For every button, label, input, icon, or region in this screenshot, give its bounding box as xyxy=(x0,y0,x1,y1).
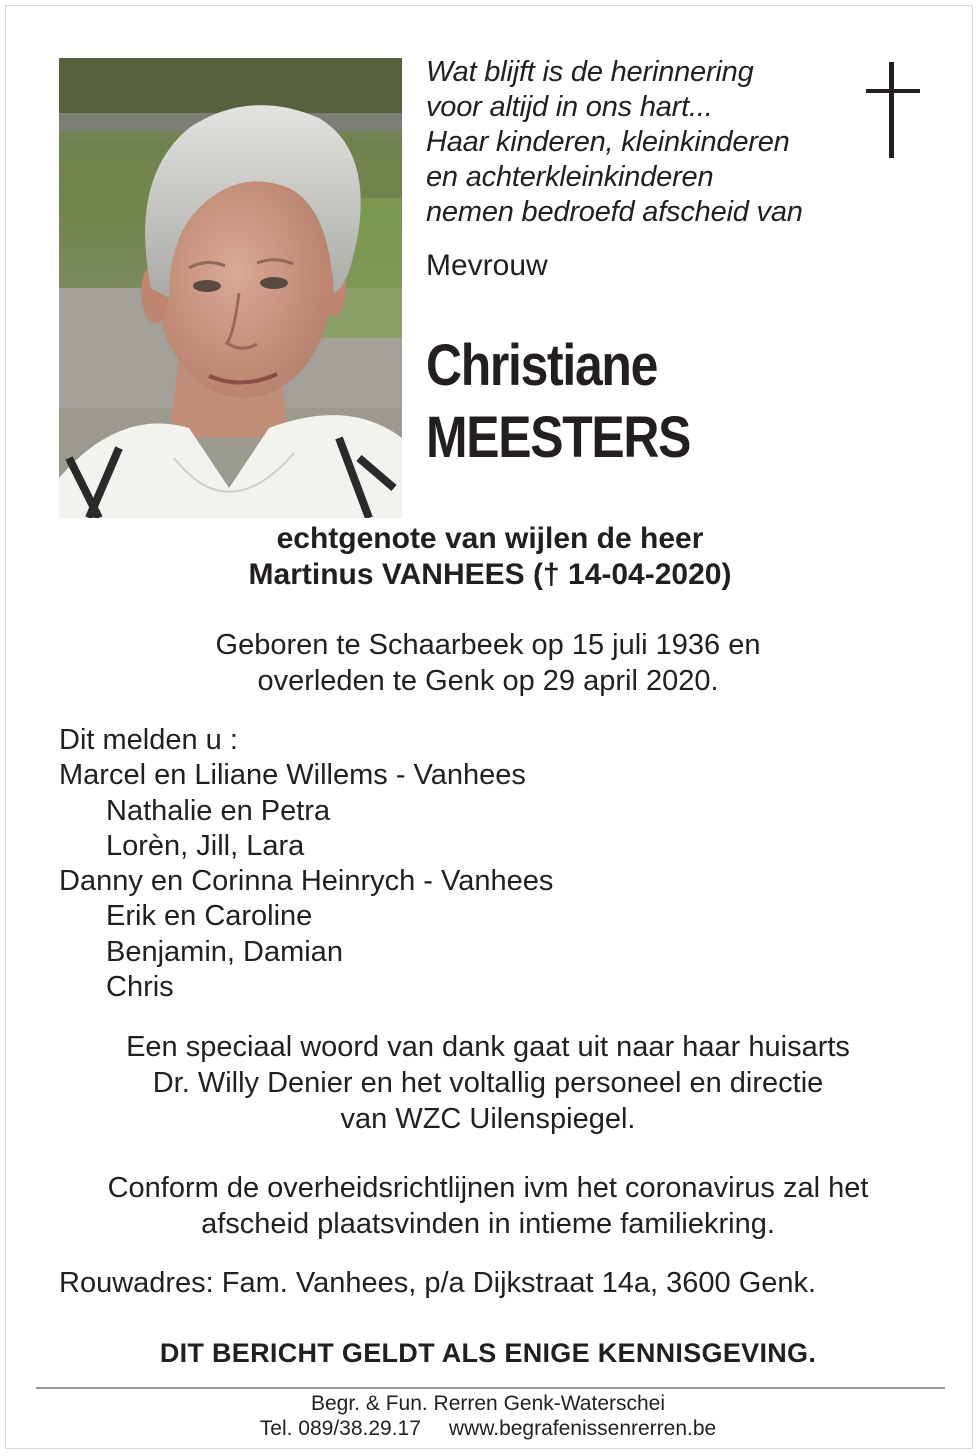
corona-paragraph xyxy=(0,1170,976,1242)
funeral-website-link[interactable]: www.begrafenissenrerren.be xyxy=(448,1417,717,1440)
portrait-photo xyxy=(59,58,402,518)
cross-icon xyxy=(862,62,924,158)
deceased-name xyxy=(426,330,690,474)
death-line: overleden te Genk op 29 april 2020. xyxy=(257,665,719,697)
intro-line: Wat blijft is de herinnering xyxy=(426,56,754,88)
birth-line: Geboren te Schaarbeek op 15 juli 1936 en xyxy=(215,629,761,661)
deceased-last-name: MEESTERS xyxy=(426,405,691,470)
spouse-line: echtgenote van wijlen de heer xyxy=(276,522,704,555)
deceased-title: Mevrouw xyxy=(426,249,548,282)
family-line: Chris xyxy=(106,971,174,1004)
family-line: Nathalie en Petra xyxy=(106,794,331,827)
family-line: Benjamin, Damian xyxy=(106,935,343,968)
mourning-address: Rouwadres: Fam. Vanhees, p/a Dijkstraat 14a, 3600 Genk. xyxy=(59,1267,817,1299)
deceased-first-name: Christiane xyxy=(426,333,658,398)
family-line: Danny en Corinna Heinrych - Vanhees xyxy=(59,865,554,898)
thanks-line: van WZC Uilenspiegel. xyxy=(340,1103,636,1135)
footer xyxy=(0,1391,976,1441)
intro-line: en achterkleinkinderen xyxy=(426,161,714,193)
intro-line: nemen bedroefd afscheid van xyxy=(426,196,803,228)
family-line: Marcel en Liliane Willems - Vanhees xyxy=(59,759,526,792)
thanks-line: Een speciaal woord van dank gaat uit naar haar huisarts xyxy=(126,1031,850,1063)
funeral-company: Begr. & Fun. Rerren Genk-Waterschei xyxy=(310,1392,666,1415)
thanks-paragraph xyxy=(0,1029,976,1137)
intro-line: Haar kinderen, kleinkinderen xyxy=(426,126,790,158)
footer-divider xyxy=(36,1387,945,1389)
spouse-line: Martinus VANHEES († 14-04-2020) xyxy=(248,558,732,591)
family-line: Erik en Caroline xyxy=(106,900,313,933)
intro-verse xyxy=(426,55,856,230)
corona-line: Conform de overheidsrichtlijnen ivm het coronavirus zal het xyxy=(107,1172,869,1204)
intro-line: voor altijd in ons hart... xyxy=(426,91,713,123)
corona-line: afscheid plaatsvinden in intieme familiekring. xyxy=(201,1208,775,1240)
family-line: Lorèn, Jill, Lara xyxy=(106,829,305,862)
official-notice: DIT BERICHT GELDT ALS ENIGE KENNISGEVING. xyxy=(159,1338,817,1368)
family-heading: Dit melden u : xyxy=(59,724,238,756)
family-list xyxy=(59,723,553,1005)
funeral-phone: Tel. 089/38.29.17 xyxy=(259,1417,421,1440)
birth-death-info xyxy=(0,627,976,699)
thanks-line: Dr. Willy Denier en het voltallig personeel en directie xyxy=(152,1067,824,1099)
spouse-info xyxy=(0,521,980,593)
